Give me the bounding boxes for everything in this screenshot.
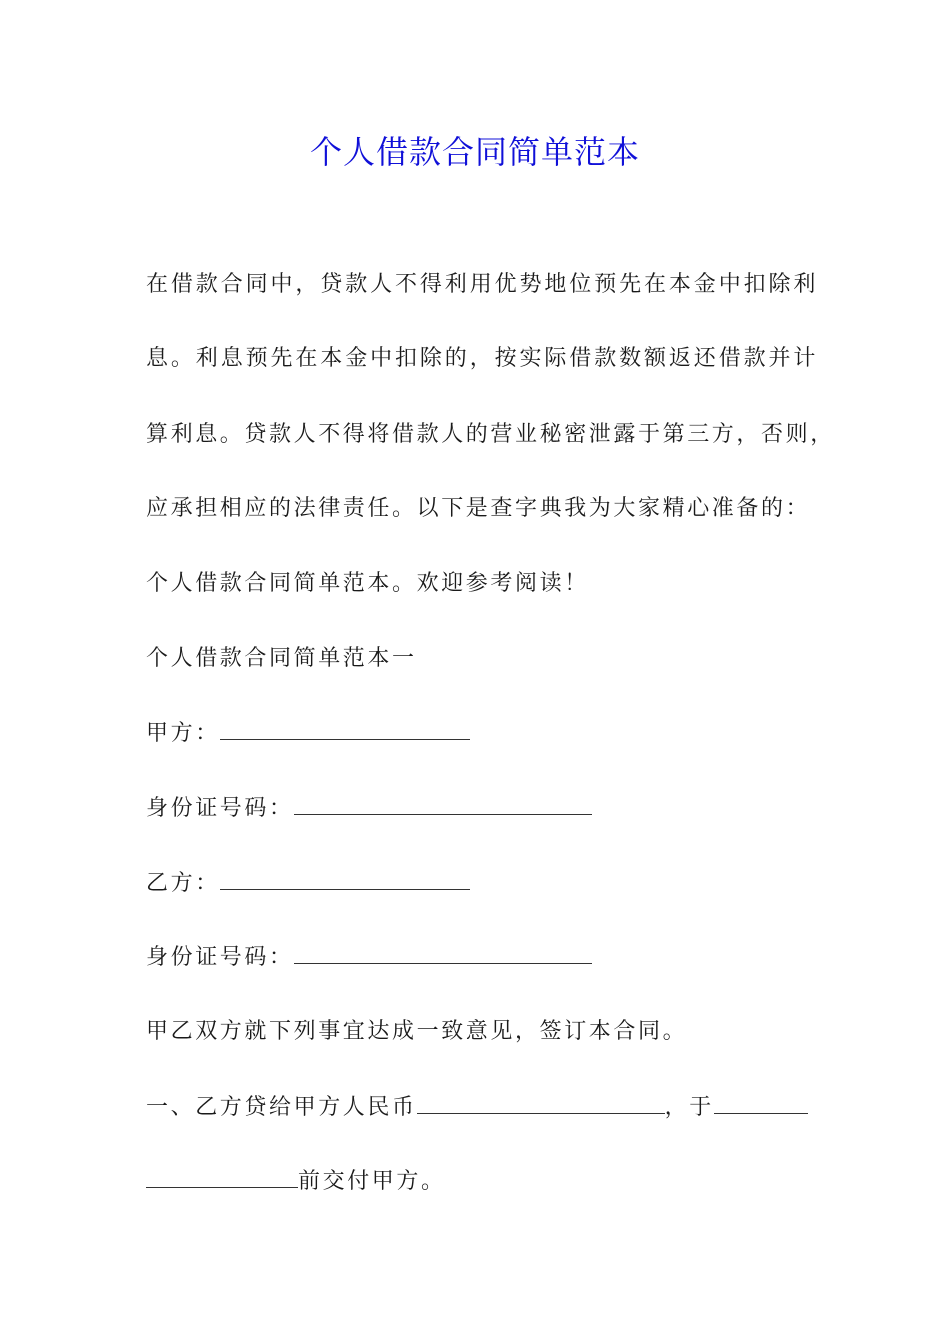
clause-1-prefix: 一、乙方贷给甲方人民币 xyxy=(146,1095,417,1120)
party-a-row xyxy=(146,717,836,750)
clause-1-suffix: 前交付甲方。 xyxy=(298,1169,446,1194)
clause-1-row xyxy=(146,1091,836,1124)
party-b-label: 乙方： xyxy=(146,871,220,896)
party-a-id-row xyxy=(146,792,836,825)
party-a-id-blank[interactable] xyxy=(294,792,592,815)
date-blank-start[interactable] xyxy=(714,1091,808,1114)
party-a-blank[interactable] xyxy=(220,717,470,740)
party-b-id-row xyxy=(146,941,836,974)
section-title: 个人借款合同简单范本一 xyxy=(146,646,417,671)
document-title: 个人借款合同简单范本 xyxy=(309,133,640,171)
intro-line-4: 应承担相应的法律责任。以下是查字典我为大家精心准备的： xyxy=(146,496,811,521)
intro-line-5: 个人借款合同简单范本。欢迎参考阅读！ xyxy=(146,571,589,596)
amount-blank[interactable] xyxy=(417,1091,665,1114)
date-blank-end[interactable] xyxy=(146,1165,298,1188)
party-b-id-blank[interactable] xyxy=(294,941,592,964)
agreement-line: 甲乙双方就下列事宜达成一致意见，签订本合同。 xyxy=(146,1019,688,1044)
party-a-label: 甲方： xyxy=(146,721,220,746)
clause-1-continued-row xyxy=(146,1165,836,1198)
party-b-row xyxy=(146,867,836,900)
party-b-blank[interactable] xyxy=(220,867,470,890)
party-a-id-label: 身份证号码： xyxy=(146,796,294,821)
party-b-id-label: 身份证号码： xyxy=(146,945,294,970)
intro-line-3: 算利息。贷款人不得将借款人的营业秘密泄露于第三方，否则， xyxy=(146,422,835,447)
intro-line-1: 在借款合同中，贷款人不得利用优势地位预先在本金中扣除利 xyxy=(146,272,819,297)
intro-line-2: 息。利息预先在本金中扣除的，按实际借款数额返还借款并计 xyxy=(146,346,819,371)
clause-1-middle: ，于 xyxy=(664,1095,714,1120)
